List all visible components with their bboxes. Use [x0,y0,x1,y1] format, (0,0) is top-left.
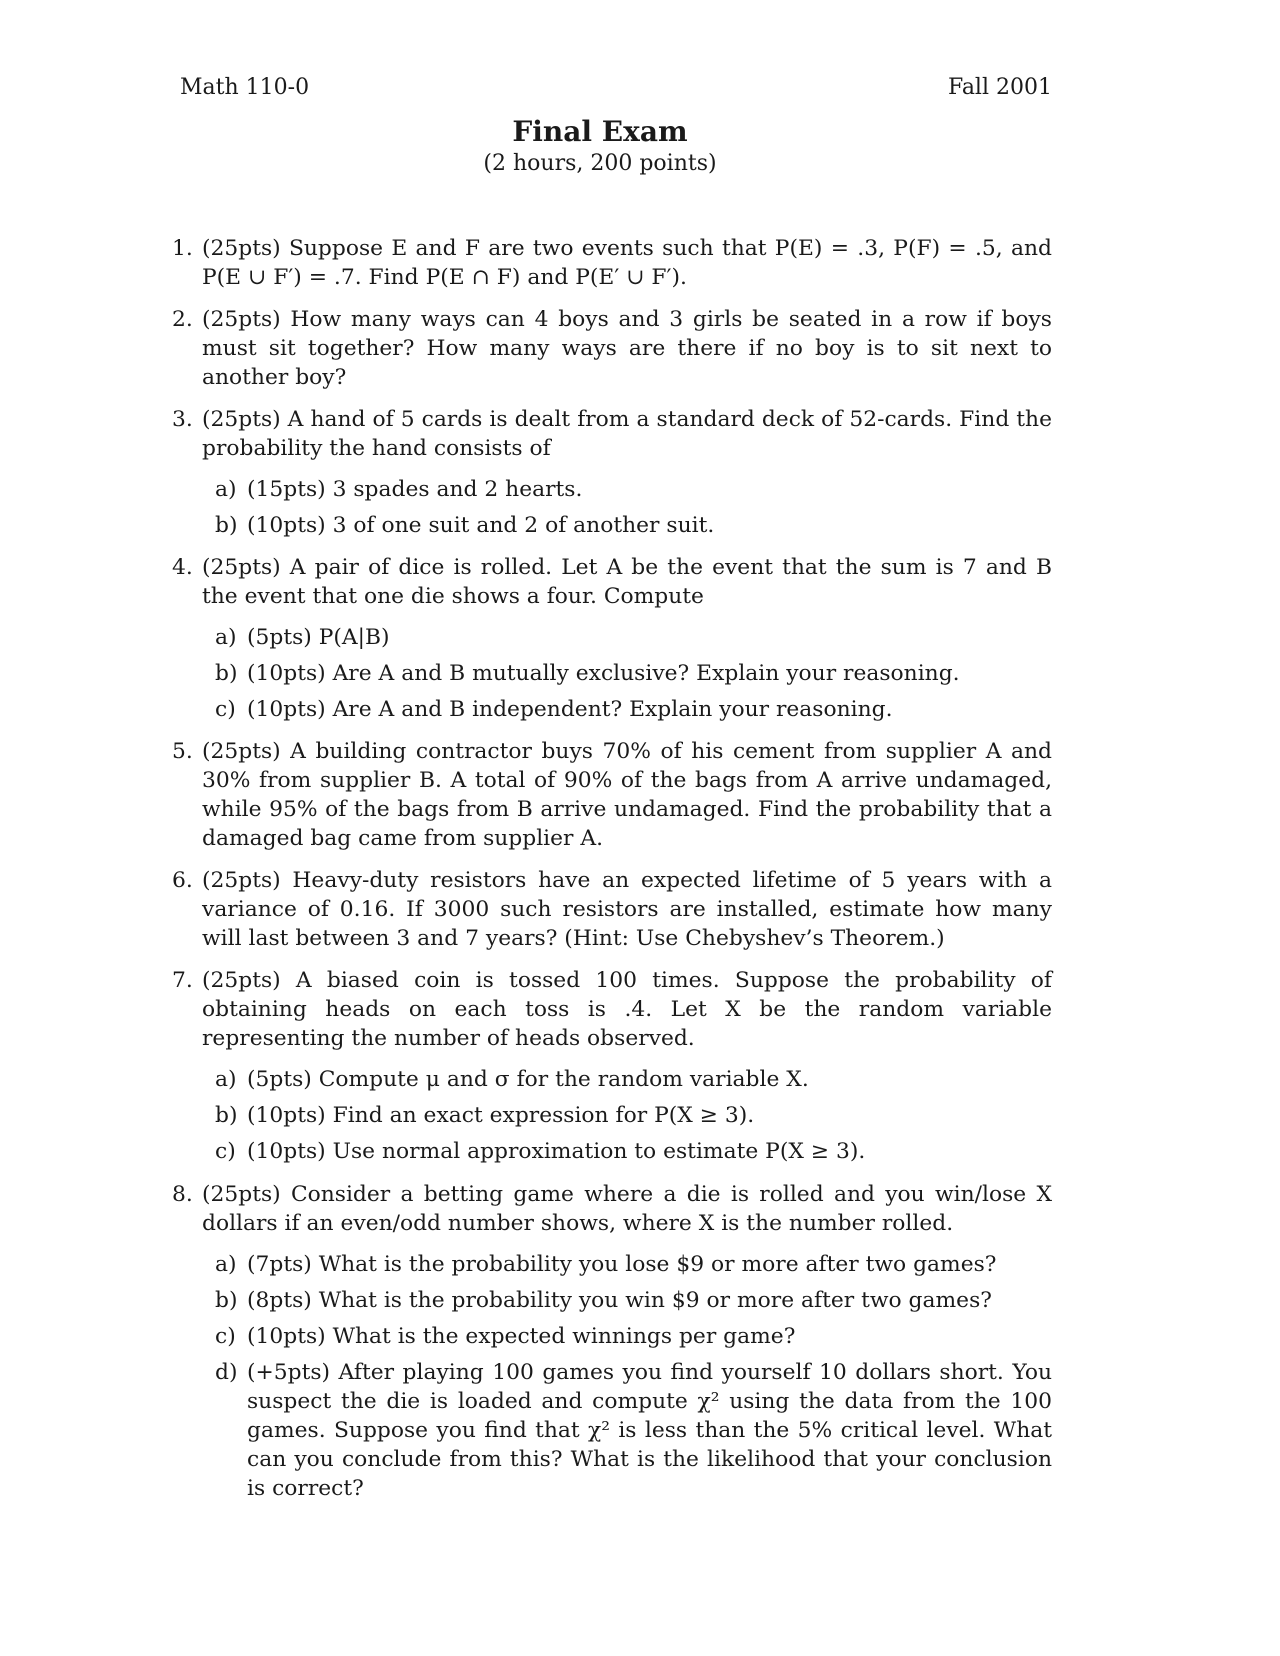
question-7 [172,966,1052,1166]
part-text: (5pts) P(A|B) [247,625,390,650]
question-part [202,695,1052,724]
question-part [202,1322,1052,1351]
course-label: Math 110-0 [180,75,310,100]
question-number: 2. [172,307,193,332]
question-4 [172,553,1052,724]
question-text: (25pts) A pair of dice is rolled. Let A be the event that the sum is 7 and B the event that one die shows a four. Compute [202,555,1052,609]
question-parts [202,1065,1052,1166]
question-part [202,1286,1052,1315]
part-label: a) [215,625,237,650]
part-text: (15pts) 3 spades and 2 hearts. [247,477,583,502]
question-5 [172,737,1052,853]
question-text: (25pts) Suppose E and F are two events such that P(E) = .3, P(F) = .5, and P(E ∪ F′) = .7. Find P(E ∩ F) and P(E′ ∪ F′). [202,236,1052,290]
question-1 [172,234,1052,292]
part-label: b) [215,513,238,538]
part-label: b) [215,1103,238,1128]
question-text: (25pts) How many ways can 4 boys and 3 girls be seated in a row if boys must sit together? How many ways are there if no boy is to sit next to another boy? [202,307,1052,390]
part-text: (5pts) Compute μ and σ for the random variable X. [247,1067,809,1092]
question-parts [202,475,1052,540]
question-number: 5. [172,739,193,764]
question-number: 4. [172,555,193,580]
page-title: Final Exam [512,115,688,148]
question-number: 8. [172,1182,193,1207]
part-label: a) [215,477,237,502]
part-text: (+5pts) After playing 100 games you find yourself 10 dollars short. You suspect the die is loaded and compute χ² using the data from the 100 games. Suppose you find that χ² is less than the 5% critical level. What can you conclude from this? What is the likelihood that your conclusion is correct? [247,1360,1052,1501]
question-text: (25pts) A biased coin is tossed 100 times. Suppose the probability of obtaining heads on each toss is .4. Let X be the random variable representing the number of heads observed. [202,968,1052,1051]
part-text: (7pts) What is the probability you lose $9 or more after two games? [247,1252,997,1277]
part-label: c) [215,1324,236,1349]
part-text: (10pts) Find an exact expression for P(X ≥ 3). [247,1103,755,1128]
part-label: b) [215,1288,238,1313]
question-part [202,1065,1052,1094]
part-label: c) [215,697,236,722]
question-part [202,659,1052,688]
part-label: a) [215,1252,237,1277]
part-label: c) [215,1139,236,1164]
term-label: Fall 2001 [948,75,1052,100]
question-text: (25pts) Consider a betting game where a die is rolled and you win/lose X dollars if an even/odd number shows, where X is the number rolled. [202,1182,1052,1236]
question-part [202,1101,1052,1130]
question-8 [172,1180,1052,1503]
question-parts [202,1250,1052,1503]
part-text: (10pts) Are A and B independent? Explain your reasoning. [247,697,893,722]
part-label: b) [215,661,238,686]
question-3 [172,405,1052,540]
question-number: 1. [172,236,193,261]
question-list [172,234,1052,1516]
part-text: (10pts) Use normal approximation to estimate P(X ≥ 3). [247,1139,866,1164]
question-parts [202,623,1052,724]
question-number: 3. [172,407,193,432]
question-number: 6. [172,868,193,893]
question-part [202,1250,1052,1279]
question-text: (25pts) Heavy-duty resistors have an expected lifetime of 5 years with a variance of 0.16. If 3000 such resistors are installed, estimate how many will last between 3 and 7 years? (Hint: Use Chebyshev’s Theorem.) [202,868,1052,951]
part-text: (8pts) What is the probability you win $9 or more after two games? [247,1288,992,1313]
question-text: (25pts) A hand of 5 cards is dealt from a standard deck of 52-cards. Find the probability the hand consists of [202,407,1052,461]
question-part [202,623,1052,652]
question-part [202,475,1052,504]
question-part [202,1137,1052,1166]
question-number: 7. [172,968,193,993]
title-block [0,115,1200,179]
question-2 [172,305,1052,392]
part-label: a) [215,1067,237,1092]
part-text: (10pts) What is the expected winnings per game? [247,1324,796,1349]
page-subtitle: (2 hours, 200 points) [483,151,717,176]
question-part [202,1358,1052,1503]
question-text: (25pts) A building contractor buys 70% of his cement from supplier A and 30% from supplier B. A total of 90% of the bags from A arrive undamaged, while 95% of the bags from B arrive undamaged. Find the probability that a damaged bag came from supplier A. [202,739,1052,851]
question-part [202,511,1052,540]
part-label: d) [215,1360,238,1385]
question-6 [172,866,1052,953]
part-text: (10pts) 3 of one suit and 2 of another suit. [247,513,715,538]
part-text: (10pts) Are A and B mutually exclusive? Explain your reasoning. [247,661,960,686]
